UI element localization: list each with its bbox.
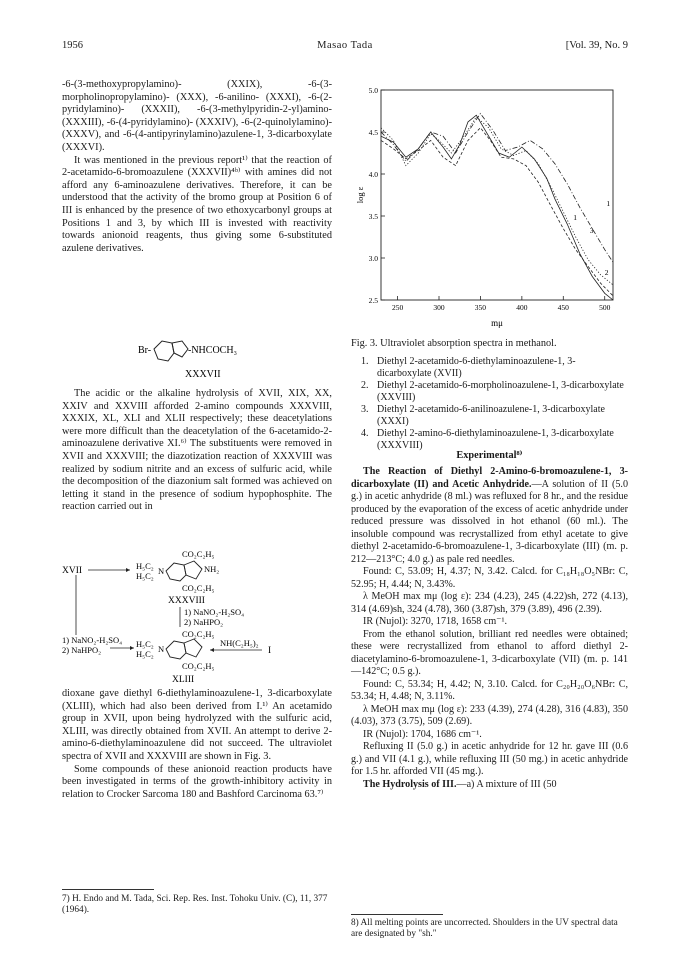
analysis-vii: Found: C, 53.34; H, 4.42; N, 3.10. Calcd. for C₂₀H₂₀O₆NBr: C, 53.34; H, 4.48; N, 3.11%.	[351, 678, 628, 702]
x-tick-label: 300	[433, 303, 445, 312]
scheme-reagent-2b: 2) NaHPO₂	[62, 645, 102, 655]
scheme-diethylamine: NH(C₂H₅)₂	[220, 638, 259, 648]
scheme-co2-top: CO₂C₂H₅	[182, 549, 215, 559]
figure-legend-list	[351, 356, 628, 452]
legend-item-text: Diethyl 2-acetamido-6-morpholinoazulene-1, 3-dicarboxylate (XXVIII)	[377, 380, 624, 403]
curve-label: 1	[606, 198, 611, 208]
compound-label-xxxvii: XXXVII	[185, 369, 221, 380]
growth-inhibition-paragraph: Some compounds of these anionoid reaction products have been investigated in terms of the growth-inhibitory activity in relation to Crocker Sarcoma 180 and Bashford Carcinoma 63.⁷⁾	[62, 763, 332, 800]
legend-item	[351, 356, 628, 380]
uv-spectra-chart	[357, 86, 619, 330]
scheme-reagent-2a: 1) NaNO₂-H₂SO₄	[62, 635, 123, 645]
plot-frame	[381, 90, 613, 300]
volume-info: [Vol. 39, No. 9	[565, 40, 628, 51]
x-axis-label: mμ	[491, 318, 503, 328]
scheme-compound-i: I	[268, 646, 272, 656]
scheme-h5c2-c: H₅C₂	[136, 639, 154, 649]
scheme-co2-bottom: CO₂C₂H₅	[182, 583, 215, 593]
uv-data-vii: λ MeOH max mμ (log ε): 233 (4.39), 274 (4.28), 316 (4.83), 350 (4.03), 373 (3.75), 509 (2.69).	[351, 703, 628, 727]
scheme-xvii: XVII	[62, 566, 83, 576]
legend-item-number: 1.	[361, 356, 369, 367]
footnote-7: 7) H. Endo and M. Tada, Sci. Rep. Res. Inst. Tohoku Univ. (C), 11, 377 (1964).	[62, 894, 328, 916]
acetamido-substituent: -NHCOCH₃	[188, 345, 238, 356]
series-line	[381, 117, 613, 285]
scheme-reagent-1a: 1) NaNO₂-H₂SO₄	[184, 607, 245, 617]
legend-item-number: 4.	[361, 428, 369, 439]
scheme-co2-bottom-2: CO₂C₂H₅	[182, 661, 215, 671]
footnote-rule-right	[351, 914, 443, 915]
left-column	[62, 79, 332, 255]
curve-label: 3	[589, 225, 594, 235]
ir-data-vii: IR (Nujol): 1704, 1686 cm⁻¹.	[363, 728, 482, 740]
scheme-n-2: N	[158, 644, 165, 654]
scheme-reagent-1b: 2) NaHPO₂	[184, 617, 224, 627]
footnote-8: 8) All melting points are uncorrected. Shoulders in the UV spectral data are designated by "sh."	[351, 918, 618, 940]
legend-item	[351, 404, 628, 428]
uv-spectra-figure	[357, 86, 619, 330]
refluxing-paragraph: Refluxing II (5.0 g.) in acetic anhydride for 12 hr. gave III (0.6 g.) and VII (4.1 g.), while refluxing III (50 mg.) in acetic anhydride for 1.5 hr. afforded VII (45 mg.).	[351, 741, 628, 777]
scheme-h5c2-d: H₅C₂	[136, 649, 154, 659]
legend-item-number: 2.	[361, 380, 369, 391]
hydrolysis-title: The Hydrolysis of III.	[363, 778, 457, 790]
hydrolysis-paragraph-block	[62, 388, 332, 514]
scheme-h5c2-b: H₅C₂	[136, 571, 154, 581]
footnote-rule-left	[62, 889, 154, 890]
ethanol-paragraph: From the ethanol solution, brilliant red needles were obtained; these were recrystallized from ethanol to afford diethyl 2-diacetylamino-6-bromoazulene-1, 3-dicarboxylate (VII) (m. p. 141—142°C; 0.5 g.).	[351, 628, 628, 677]
x-tick-label: 500	[599, 303, 611, 312]
curve-label: 1	[573, 213, 577, 223]
bromo-substituent: Br-	[138, 345, 152, 356]
dioxane-paragraph: dioxane gave diethyl 6-diethylaminoazulene-1, 3-dicarboxylate (XLIII), which had also been derived from I.¹⁾ An acetamido group in XVII, upon being hydrolyzed with the sulfuric acid, XLIII, was directly obtained from XVII. An attempt to derive 2-amino-6-diethylaminoazulene did not succeed. The ultraviolet spectra of XVII and XXXVIII are shown in Fig. 3.	[62, 688, 332, 762]
y-tick-label: 3.5	[368, 212, 378, 221]
compound-list-paragraph: -6-(3-methoxypropylamino)- (XXIX), -6-(3-morpholinopropylamino)- (XXX), -6-anilino- (XXXI), -6-(2-pyridylamino)- (XXXII), -6-(3-methylpyridin-2-yl)amino- (XXXIII), -6-(4-pyridylamino)- (XXXIV), -6-(2-quinolylamino)- (XXXV), and -6-(4-antipyrinylamino)azulene-1, 3-dicarboxylate (XXXVI).	[62, 79, 332, 153]
legend-item-number: 3.	[361, 404, 369, 415]
y-axis-label: log ε	[355, 186, 365, 204]
x-tick-label: 400	[516, 303, 528, 312]
running-author: Masao Tada	[317, 40, 373, 51]
series-line	[381, 114, 613, 263]
uv-data-iii: λ MeOH max mμ (log ε): 234 (4.23), 245 (4.22)sh, 272 (4.13), 314 (4.69)sh, 324 (4.78), 360 (3.87)sh, 379 (3.89), 496 (2.39).	[351, 591, 628, 615]
hydrolysis-paragraph: The acidic or the alkaline hydrolysis of XVII, XIX, XX, XXIV and XXVIII afforded 2-amino compounds XXXVIII, XXXIX, XL, XLI and XLII respectively; these deacetylations were more difficult than the deacetylation of the 6-acetamido-2-aminoazulene derivative XI.⁶⁾ The substituents were removed in XVII and XXXVIII; the diazotization reaction of XXXVIII was realized by sodium nitrite and an excess of sulfuric acid, while the decomposition of the diazonium salt formed was achieved on letting it stand in the presence of sodium hypophosphite. The reaction carried out in	[62, 388, 332, 513]
scheme-h5c2-a: H₅C₂	[136, 561, 154, 571]
x-tick-label: 350	[474, 303, 487, 312]
figure-caption: Fig. 3. Ultraviolet absorption spectra in methanol.	[351, 338, 557, 349]
experimental-heading: Experimental⁸⁾	[456, 450, 523, 461]
reaction-paragraph: —A solution of II (5.0 g.) in acetic anhydride (8 ml.) was refluxed for 8 hr., and the residue produced by the evaporation of the excess of acetic anhydride under reduced pressure was dissolved in hot ethanol (60 ml.). The insoluble compound was recrystallized from ethyl acetate to give diethyl 2-acetamido-6-bromoazulene-1, 3-dicarboxylate (III) (m. p. 212—213°C; 4.0 g.) as pale red needles.	[351, 478, 628, 565]
series-line	[381, 115, 613, 300]
page-header	[62, 40, 628, 54]
page-number: 1956	[62, 40, 83, 51]
scheme-co2-top-2: CO₂C₂H₅	[182, 629, 215, 639]
legend-item-text: Diethyl 2-amino-6-diethylaminoazulene-1, 3-dicarboxylate (XXXVIII)	[377, 428, 614, 451]
previous-report-paragraph: It was mentioned in the previous report¹⁾ that the reaction of 2-acetamido-6-bromoazulene (XXXVII)⁴ᵇ⁾ with amines did not afford any 6-aminoazulene derivatives. Therefore, it can be understood that the activity of the bromo group at Position 6 of III is enhanced by the presence of two ethoxycarbonyl groups at Positions 1 and 3, by which III is invested with reactivity towards anionoid reagents, thus giving some 6-substituted azulene derivatives.	[62, 154, 332, 254]
series-line	[381, 128, 613, 296]
curve-label: 2	[604, 267, 609, 277]
legend-item-text: Diethyl 2-acetamido-6-anilinoazulene-1, 3-dicarboxylate (XXXI)	[377, 404, 605, 427]
y-tick-label: 2.5	[368, 296, 378, 305]
scheme-nh2: NH₂	[204, 564, 220, 574]
x-tick-label: 250	[391, 303, 404, 312]
structure-xxxvii-drawing	[130, 335, 290, 385]
left-column-lower	[62, 688, 332, 801]
reaction-scheme	[62, 545, 332, 685]
legend-item-text: Diethyl 2-acetamido-6-diethylaminoazulene-1, 3-dicarboxylate (XVII)	[377, 356, 576, 379]
ir-data-iii: IR (Nujol): 3270, 1718, 1658 cm⁻¹.	[363, 616, 508, 627]
y-tick-label: 5.0	[368, 86, 378, 95]
hydrolysis-start: —a) A mixture of III (50	[456, 778, 557, 790]
reaction-scheme-drawing	[62, 545, 332, 685]
scheme-n: N	[158, 566, 165, 576]
y-tick-label: 4.5	[368, 128, 378, 137]
experimental-section	[351, 466, 628, 791]
reaction-title: The Reaction of Diethyl 2-Amino-6-bromoazulene-1, 3-dicarboxylate (II) and Acetic Anhydride.	[351, 466, 628, 490]
scheme-label-xliii: XLIII	[172, 675, 195, 685]
scheme-label-xxxviii: XXXVIII	[168, 596, 205, 606]
legend-item	[351, 380, 628, 404]
analysis-iii: Found: C, 53.09; H, 4.37; N, 3.42. Calcd. for C₁₈H₁₈O₅NBr: C, 52.95; H, 4.44; N, 3.43%.	[351, 566, 628, 590]
y-tick-label: 3.0	[368, 254, 378, 263]
x-tick-label: 450	[557, 303, 569, 312]
y-tick-label: 4.0	[368, 170, 378, 179]
structure-xxxvii	[130, 335, 290, 385]
